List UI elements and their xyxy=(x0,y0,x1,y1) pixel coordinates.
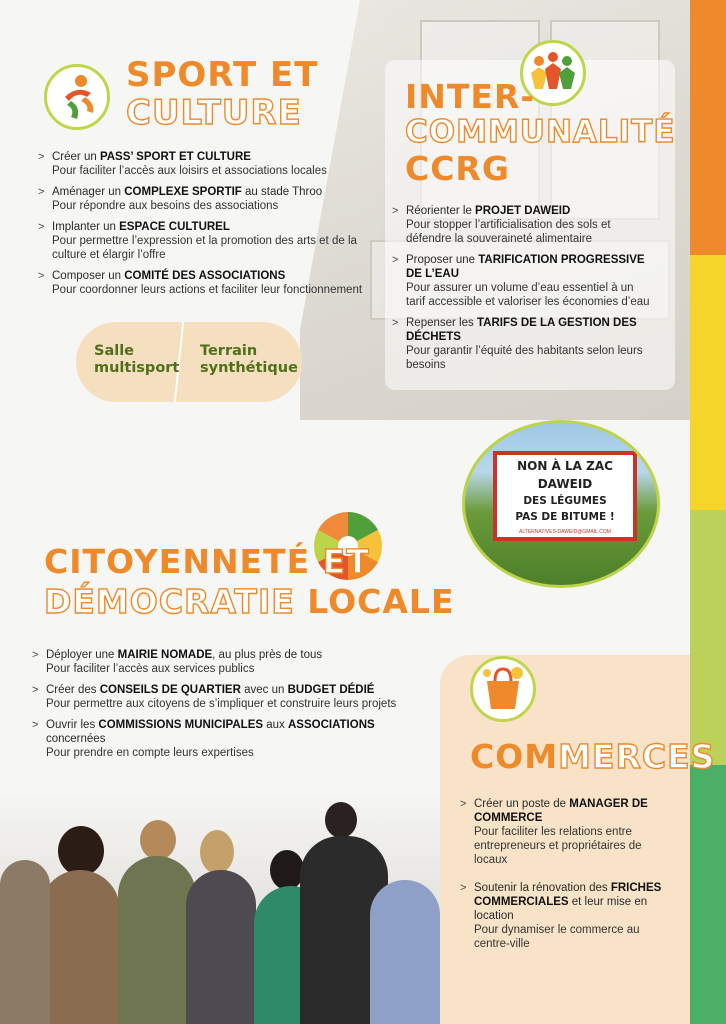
sport-list xyxy=(38,150,368,304)
list-item: > Créer un poste de MANAGER DE COMMERCE Pour faciliter les relations entre entrepreneurs et propriétaires de locaux xyxy=(460,797,670,867)
citoyen-title-line2: DÉMOCRATIE LOCALE xyxy=(44,582,455,621)
sport-icon-circle xyxy=(44,64,110,130)
stripe-lightgreen xyxy=(690,510,726,765)
protest-sign: NON À LA ZAC DAWEID DES LÉGUMES PAS DE BITUME ! ALTERNATIVES-DAWEID@GMAIL.COM xyxy=(493,451,637,541)
stripe-green xyxy=(690,765,726,1024)
list-item: > Ouvrir les COMMISSIONS MUNICIPALES aux ASSOCIATIONS concernées Pour prendre en compte leurs expertises xyxy=(32,718,422,760)
commerce-icon-circle xyxy=(470,656,536,722)
pill-terrain: Terrain synthétique xyxy=(200,343,298,376)
citoyen-list xyxy=(32,648,422,767)
stripe-orange xyxy=(690,0,726,255)
list-item: > Proposer une TARIFICATION PROGRESSIVE DE L’EAU Pour assurer un volume d’eau essentiel à un tarif accessible et valoriser les économies d’eau xyxy=(392,253,654,309)
inter-list xyxy=(392,204,654,379)
shopping-bag-icon xyxy=(473,659,533,719)
list-item: > Implanter un ESPACE CULTUREL Pour permettre l’expression et la promotion des arts et de la culture et élargir l’offre xyxy=(38,220,368,262)
list-item: > Créer des CONSEILS DE QUARTIER avec un BUDGET DÉDIÉ Pour permettre aux citoyens de s’impliquer et construire leurs projets xyxy=(32,683,422,711)
citoyen-title-line1: CITOYENNETÉ ET xyxy=(44,542,370,581)
list-item: > Aménager un COMPLEXE SPORTIF au stade Throo Pour répondre aux besoins des associations xyxy=(38,185,368,213)
people-photo xyxy=(0,790,440,1024)
inter-title-line2: COMMUNALITÉ xyxy=(405,114,676,150)
athlete-icon xyxy=(47,67,107,127)
sport-title-line1: SPORT ET xyxy=(126,55,319,95)
list-item: > Repenser les TARIFS DE LA GESTION DES DÉCHETS Pour garantir l’équité des habitants selon leurs besoins xyxy=(392,316,654,372)
sport-title-line2: CULTURE xyxy=(126,93,302,133)
pill-salle: Salle multisport xyxy=(94,343,180,376)
list-item: > Soutenir la rénovation des FRICHES COMMERCIALES et leur mise en location Pour dynamiser le commerce au centre-ville xyxy=(460,881,670,951)
list-item: > Déployer une MAIRIE NOMADE, au plus près de tous Pour faciliter l’accès aux services publics xyxy=(32,648,422,676)
stripe-yellow xyxy=(690,255,726,510)
commerce-title: COMMERCES xyxy=(470,737,716,776)
list-item: > Composer un COMITÉ DES ASSOCIATIONS Pour coordonner leurs actions et faciliter leur fonctionnement xyxy=(38,269,368,297)
list-item: > Créer un PASS’ SPORT ET CULTURE Pour faciliter l’accès aux loisirs et associations locales xyxy=(38,150,368,178)
color-stripe xyxy=(690,0,726,1024)
list-item: > Réorienter le PROJET DAWEID Pour stopper l’artificialisation des sols et défendre la souveraineté alimentaire xyxy=(392,204,654,246)
commerce-list xyxy=(460,797,670,958)
inter-title-line3: CCRG xyxy=(405,149,510,188)
inter-title-line1: INTER- xyxy=(405,77,536,116)
protest-sign-photo xyxy=(462,420,660,588)
